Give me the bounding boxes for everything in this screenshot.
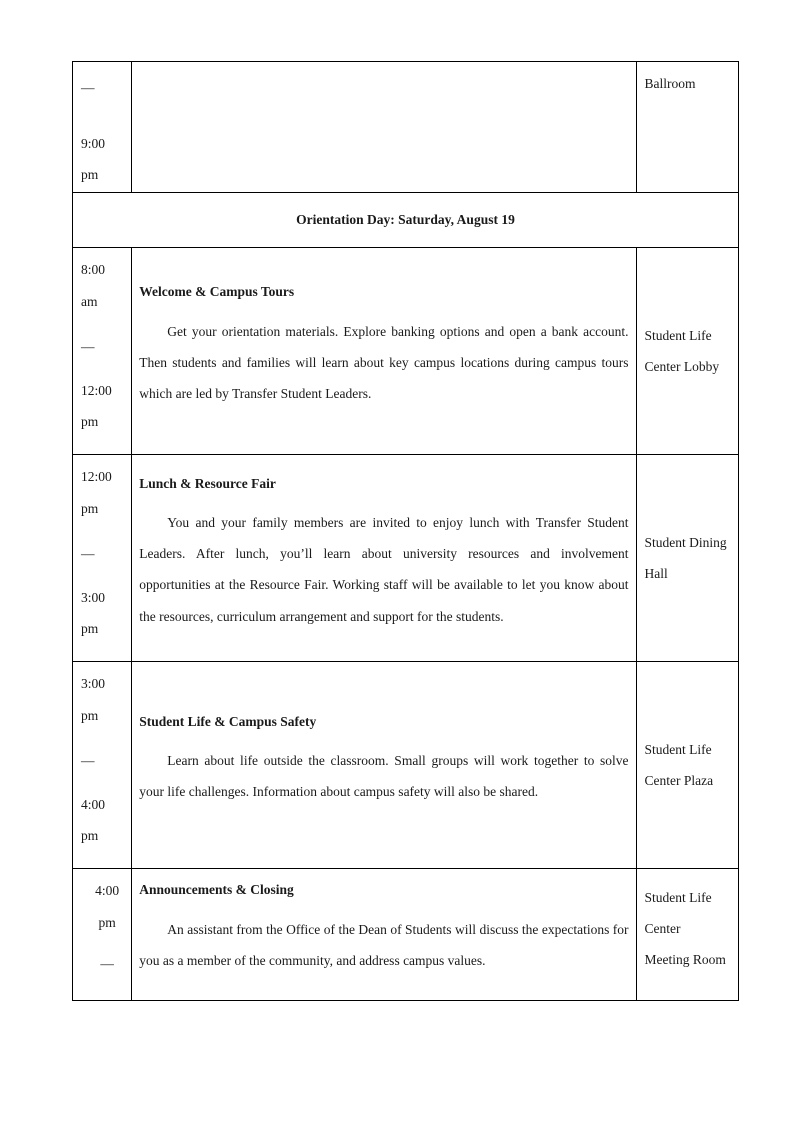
- time-line: —: [81, 80, 95, 95]
- location-cell: [636, 62, 738, 193]
- location-cell: [636, 248, 738, 455]
- time-line: —: [100, 956, 114, 971]
- location-line: Hall: [644, 566, 668, 581]
- time-line: 3:00: [81, 676, 106, 691]
- session-description: An assistant from the Office of the Dean of Students will discuss the expectations for you as a member of the community, and address campus values.: [139, 922, 629, 969]
- session-title: Welcome & Campus Tours: [139, 284, 295, 299]
- time-line: pm: [81, 414, 99, 429]
- event-cell: [132, 455, 636, 662]
- day-header: Orientation Day: Saturday, August 19: [73, 193, 739, 248]
- table-row: [73, 62, 739, 193]
- time-line: —: [81, 546, 95, 561]
- time-line: —: [81, 753, 95, 768]
- location-line: Center Plaza: [644, 773, 714, 788]
- time-line: pm: [81, 707, 99, 723]
- location-line: Student Life: [644, 890, 712, 905]
- time-line: —: [81, 339, 95, 354]
- event-cell: [132, 62, 636, 193]
- time-line: 8:00: [81, 262, 106, 277]
- time-line: pm: [81, 500, 99, 516]
- time-line: 3:00: [81, 589, 106, 605]
- location-cell: [636, 662, 738, 869]
- time-line: pm: [98, 914, 116, 930]
- session-description: Learn about life outside the classroom. Small groups will work together to solve your life challenges. Information about campus safety will also be shared.: [139, 753, 629, 800]
- time-line: am: [81, 293, 98, 309]
- table-row: [73, 193, 739, 248]
- time-line: pm: [81, 167, 99, 182]
- location-line: Student Dining: [644, 535, 727, 550]
- session-title: Announcements & Closing: [139, 882, 294, 897]
- session-title: Lunch & Resource Fair: [139, 476, 276, 491]
- location-line: Student Life: [644, 328, 712, 343]
- time-cell: [73, 455, 132, 662]
- location-line: Center: [644, 921, 681, 936]
- table-row: [73, 869, 739, 1001]
- location-cell: [636, 869, 738, 1001]
- session-title: Student Life & Campus Safety: [139, 714, 317, 729]
- time-cell: [73, 662, 132, 869]
- session-description: You and your family members are invited to enjoy lunch with Transfer Student Leaders. After lunch, you’ll learn about university resources and involvement opportunities at the Resource Fair. Working staff will be available to let you know about the resources, curriculum arrangement and support for the students.: [139, 515, 629, 624]
- location-line: Ballroom: [644, 76, 696, 91]
- time-line: 12:00: [81, 469, 112, 484]
- location-line: Center Lobby: [644, 359, 720, 374]
- time-line: 12:00: [81, 382, 112, 398]
- location-line: Meeting Room: [644, 952, 726, 967]
- table-row: [73, 248, 739, 455]
- event-cell: [132, 662, 636, 869]
- time-line: pm: [81, 828, 99, 843]
- location-line: Student Life: [644, 742, 712, 757]
- schedule-table: [72, 61, 739, 1001]
- location-cell: [636, 455, 738, 662]
- table-row: [73, 662, 739, 869]
- time-line: 9:00: [81, 135, 106, 151]
- event-cell: [132, 248, 636, 455]
- time-cell: [73, 869, 132, 1001]
- time-line: 4:00: [81, 796, 106, 812]
- event-cell: [132, 869, 636, 1001]
- table-row: [73, 455, 739, 662]
- session-description: Get your orientation materials. Explore banking options and open a bank account. Then students and families will learn about key campus locations during campus tours which are led by Transfer Student Leaders.: [139, 324, 629, 402]
- time-cell: [73, 248, 132, 455]
- time-cell: [73, 62, 132, 193]
- time-line: 4:00: [95, 883, 120, 898]
- time-line: pm: [81, 621, 99, 636]
